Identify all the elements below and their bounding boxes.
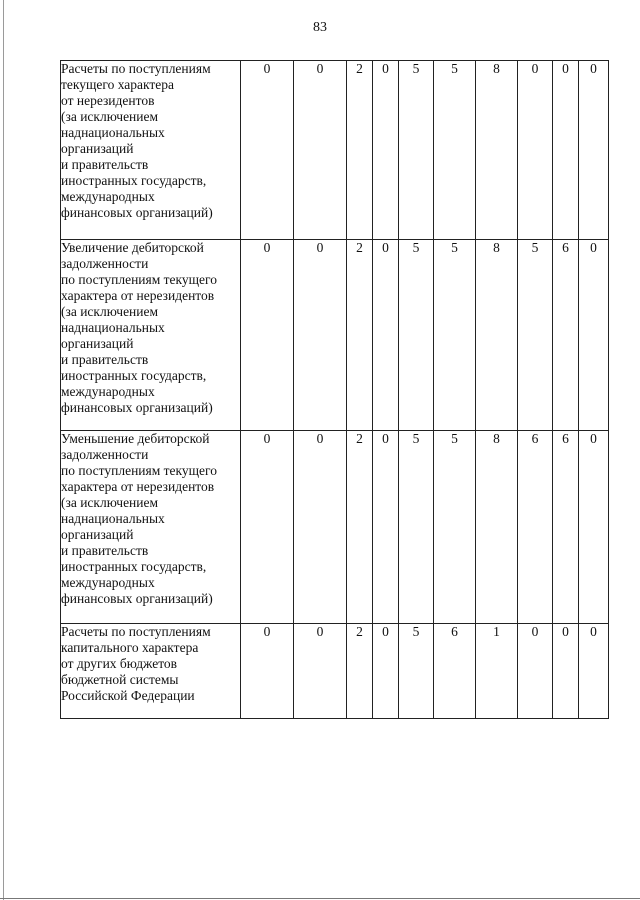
code-digit-cell: 2 (347, 624, 373, 719)
row-label-line: характера от нерезидентов (61, 288, 215, 303)
row-label (61, 240, 241, 431)
code-digit-cell: 0 (294, 624, 347, 719)
code-digit-cell: 0 (553, 624, 579, 719)
row-label-line: и правительств (61, 543, 149, 558)
row-label-line: от нерезидентов (61, 93, 155, 108)
code-digit-cell: 6 (518, 431, 553, 624)
row-label-line: иностранных государств, (61, 368, 207, 383)
code-digit-cell: 5 (434, 61, 476, 240)
row-label-line: задолженности (61, 256, 149, 271)
code-digit-cell: 8 (476, 431, 518, 624)
row-label-line: бюджетной системы (61, 672, 179, 687)
row-label-line: финансовых организаций) (61, 591, 213, 606)
table-row (61, 624, 609, 719)
row-label-line: капитального характера (61, 640, 199, 655)
code-digit-cell: 8 (476, 240, 518, 431)
code-digit-cell: 0 (579, 240, 609, 431)
scan-bottom-line (0, 898, 640, 899)
page-number: 83 (313, 20, 327, 35)
row-label-line: текущего характера (61, 77, 175, 92)
row-label-line: от других бюджетов (61, 656, 178, 671)
row-label-line: финансовых организаций) (61, 205, 213, 220)
row-label-line: задолженности (61, 447, 149, 462)
row-label-line: и правительств (61, 352, 149, 367)
code-digit-cell: 5 (434, 240, 476, 431)
row-label-line: Увеличение дебиторской (61, 240, 204, 255)
row-label-line: организаций (61, 141, 134, 156)
code-digit-cell: 0 (579, 431, 609, 624)
code-digit-cell: 8 (476, 61, 518, 240)
table-row (61, 240, 609, 431)
row-label-line: (за исключением (61, 304, 159, 319)
code-digit-cell: 2 (347, 240, 373, 431)
code-digit-cell: 2 (347, 431, 373, 624)
code-digit-cell: 0 (518, 624, 553, 719)
code-digit-cell: 0 (241, 61, 294, 240)
code-digit-cell: 0 (579, 624, 609, 719)
row-label-line: организаций (61, 527, 134, 542)
code-digit-cell: 1 (476, 624, 518, 719)
code-digit-cell: 2 (347, 61, 373, 240)
code-digit-cell: 0 (373, 240, 399, 431)
code-digit-cell: 0 (373, 624, 399, 719)
row-label (61, 431, 241, 624)
code-digit-cell: 6 (553, 431, 579, 624)
table-row (61, 431, 609, 624)
row-label-line: наднациональных (61, 511, 165, 526)
code-digit-cell: 0 (241, 240, 294, 431)
row-label-line: Российской Федерации (61, 688, 195, 703)
row-label-line: наднациональных (61, 320, 165, 335)
table-row (61, 61, 609, 240)
row-label-line: финансовых организаций) (61, 400, 213, 415)
row-label-line: и правительств (61, 157, 149, 172)
code-digit-cell: 0 (241, 431, 294, 624)
code-digit-cell: 0 (553, 61, 579, 240)
code-digit-cell: 5 (399, 240, 434, 431)
row-label-line: Уменьшение дебиторской (61, 431, 210, 446)
code-digit-cell: 6 (434, 624, 476, 719)
code-digit-cell: 5 (434, 431, 476, 624)
row-label-line: (за исключением (61, 495, 159, 510)
row-label-line: Расчеты по поступлениям (61, 61, 211, 76)
code-digit-cell: 0 (294, 240, 347, 431)
code-digit-cell: 6 (553, 240, 579, 431)
row-label-line: Расчеты по поступлениям (61, 624, 211, 639)
row-label-line: характера от нерезидентов (61, 479, 215, 494)
account-code-table (60, 60, 609, 719)
row-label-line: иностранных государств, (61, 559, 207, 574)
code-digit-cell: 5 (518, 240, 553, 431)
code-digit-cell: 5 (399, 431, 434, 624)
code-digit-cell: 0 (294, 61, 347, 240)
code-digit-cell: 0 (518, 61, 553, 240)
row-label-line: международных (61, 189, 155, 204)
row-label-line: международных (61, 575, 155, 590)
row-label-line: международных (61, 384, 155, 399)
row-label-line: иностранных государств, (61, 173, 207, 188)
row-label (61, 61, 241, 240)
row-label-line: по поступлениям текущего (61, 272, 218, 287)
row-label-line: наднациональных (61, 125, 165, 140)
row-label-line: организаций (61, 336, 134, 351)
code-digit-cell: 0 (373, 61, 399, 240)
code-digit-cell: 0 (241, 624, 294, 719)
code-digit-cell: 0 (373, 431, 399, 624)
row-label-line: (за исключением (61, 109, 159, 124)
scan-edge-line (3, 0, 4, 900)
code-digit-cell: 0 (579, 61, 609, 240)
code-digit-cell: 0 (294, 431, 347, 624)
code-digit-cell: 5 (399, 61, 434, 240)
row-label-line: по поступлениям текущего (61, 463, 218, 478)
row-label (61, 624, 241, 719)
code-digit-cell: 5 (399, 624, 434, 719)
